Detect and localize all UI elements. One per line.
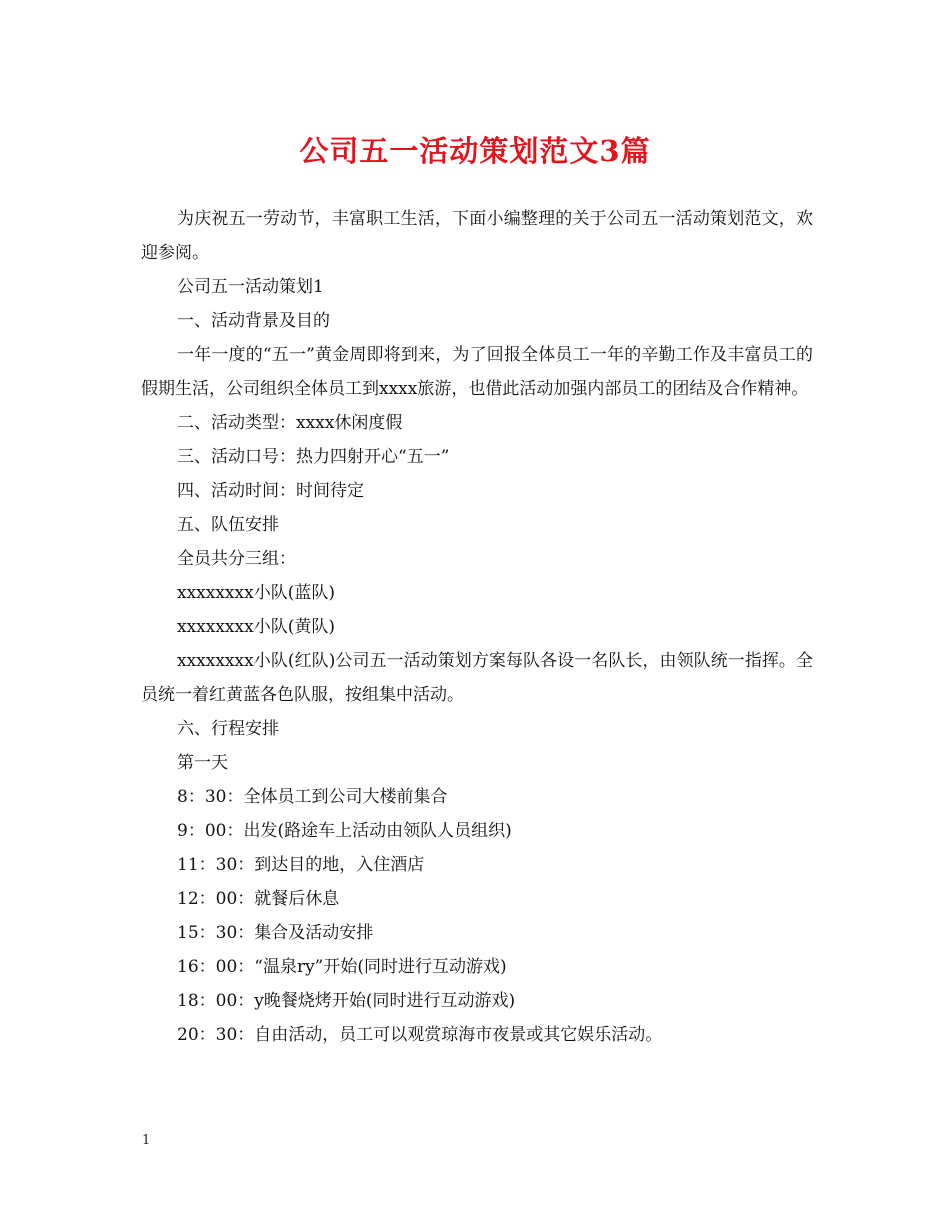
paragraph-team-red: xxxxxxxx小队(红队)公司五一活动策划方案每队各设一名队长，由领队统一指挥。全员统一着红黄蓝各色队服，按组集中活动。 xyxy=(141,651,813,705)
page-number: 1 xyxy=(142,1133,151,1148)
schedule-item: 18：00：y晚餐烧烤开始(同时进行互动游戏) xyxy=(177,991,516,1011)
schedule-item: 12：00：就餐后休息 xyxy=(177,889,340,909)
document-body xyxy=(141,202,813,1052)
schedule-item: 9：00：出发(路途车上活动由领队人员组织) xyxy=(177,821,512,841)
paragraph-day-one: 第一天 xyxy=(177,753,228,773)
schedule-item: 8：30：全体员工到公司大楼前集合 xyxy=(177,787,448,807)
paragraph-teams-intro: 全员共分三组： xyxy=(177,549,296,569)
schedule-item: 16：00：“温泉ry”开始(同时进行互动游戏) xyxy=(177,957,507,977)
paragraph-background-text: 一年一度的“五一”黄金周即将到来，为了回报全体员工一年的辛勤工作及丰富员工的假期生活，公司组织全体员工到xxxx旅游，也借此活动加强内部员工的团结及合作精神。 xyxy=(141,345,813,399)
paragraph-section-schedule: 六、行程安排 xyxy=(177,719,279,739)
schedule-item: 20：30：自由活动，员工可以观赏琼海市夜景或其它娱乐活动。 xyxy=(177,1025,663,1045)
document-title: 公司五一活动策划范文3篇 xyxy=(299,134,651,168)
paragraph-team-yellow: xxxxxxxx小队(黄队) xyxy=(177,617,335,637)
paragraph-plan-heading: 公司五一活动策划1 xyxy=(177,277,324,297)
paragraph-team-blue: xxxxxxxx小队(蓝队) xyxy=(177,583,335,603)
paragraph-section-teams: 五、队伍安排 xyxy=(177,515,279,535)
schedule-item: 15：30：集合及活动安排 xyxy=(177,923,374,943)
schedule-item: 11：30：到达目的地，入住酒店 xyxy=(177,855,425,875)
paragraph-activity-time: 四、活动时间：时间待定 xyxy=(177,481,364,501)
paragraph-activity-slogan: 三、活动口号：热力四射开心“五一” xyxy=(177,447,450,467)
paragraph-section-background: 一、活动背景及目的 xyxy=(177,311,330,331)
paragraph-activity-type: 二、活动类型：xxxx休闲度假 xyxy=(177,413,403,433)
paragraph-intro: 为庆祝五一劳动节，丰富职工生活，下面小编整理的关于公司五一活动策划范文，欢迎参阅。 xyxy=(141,209,813,263)
